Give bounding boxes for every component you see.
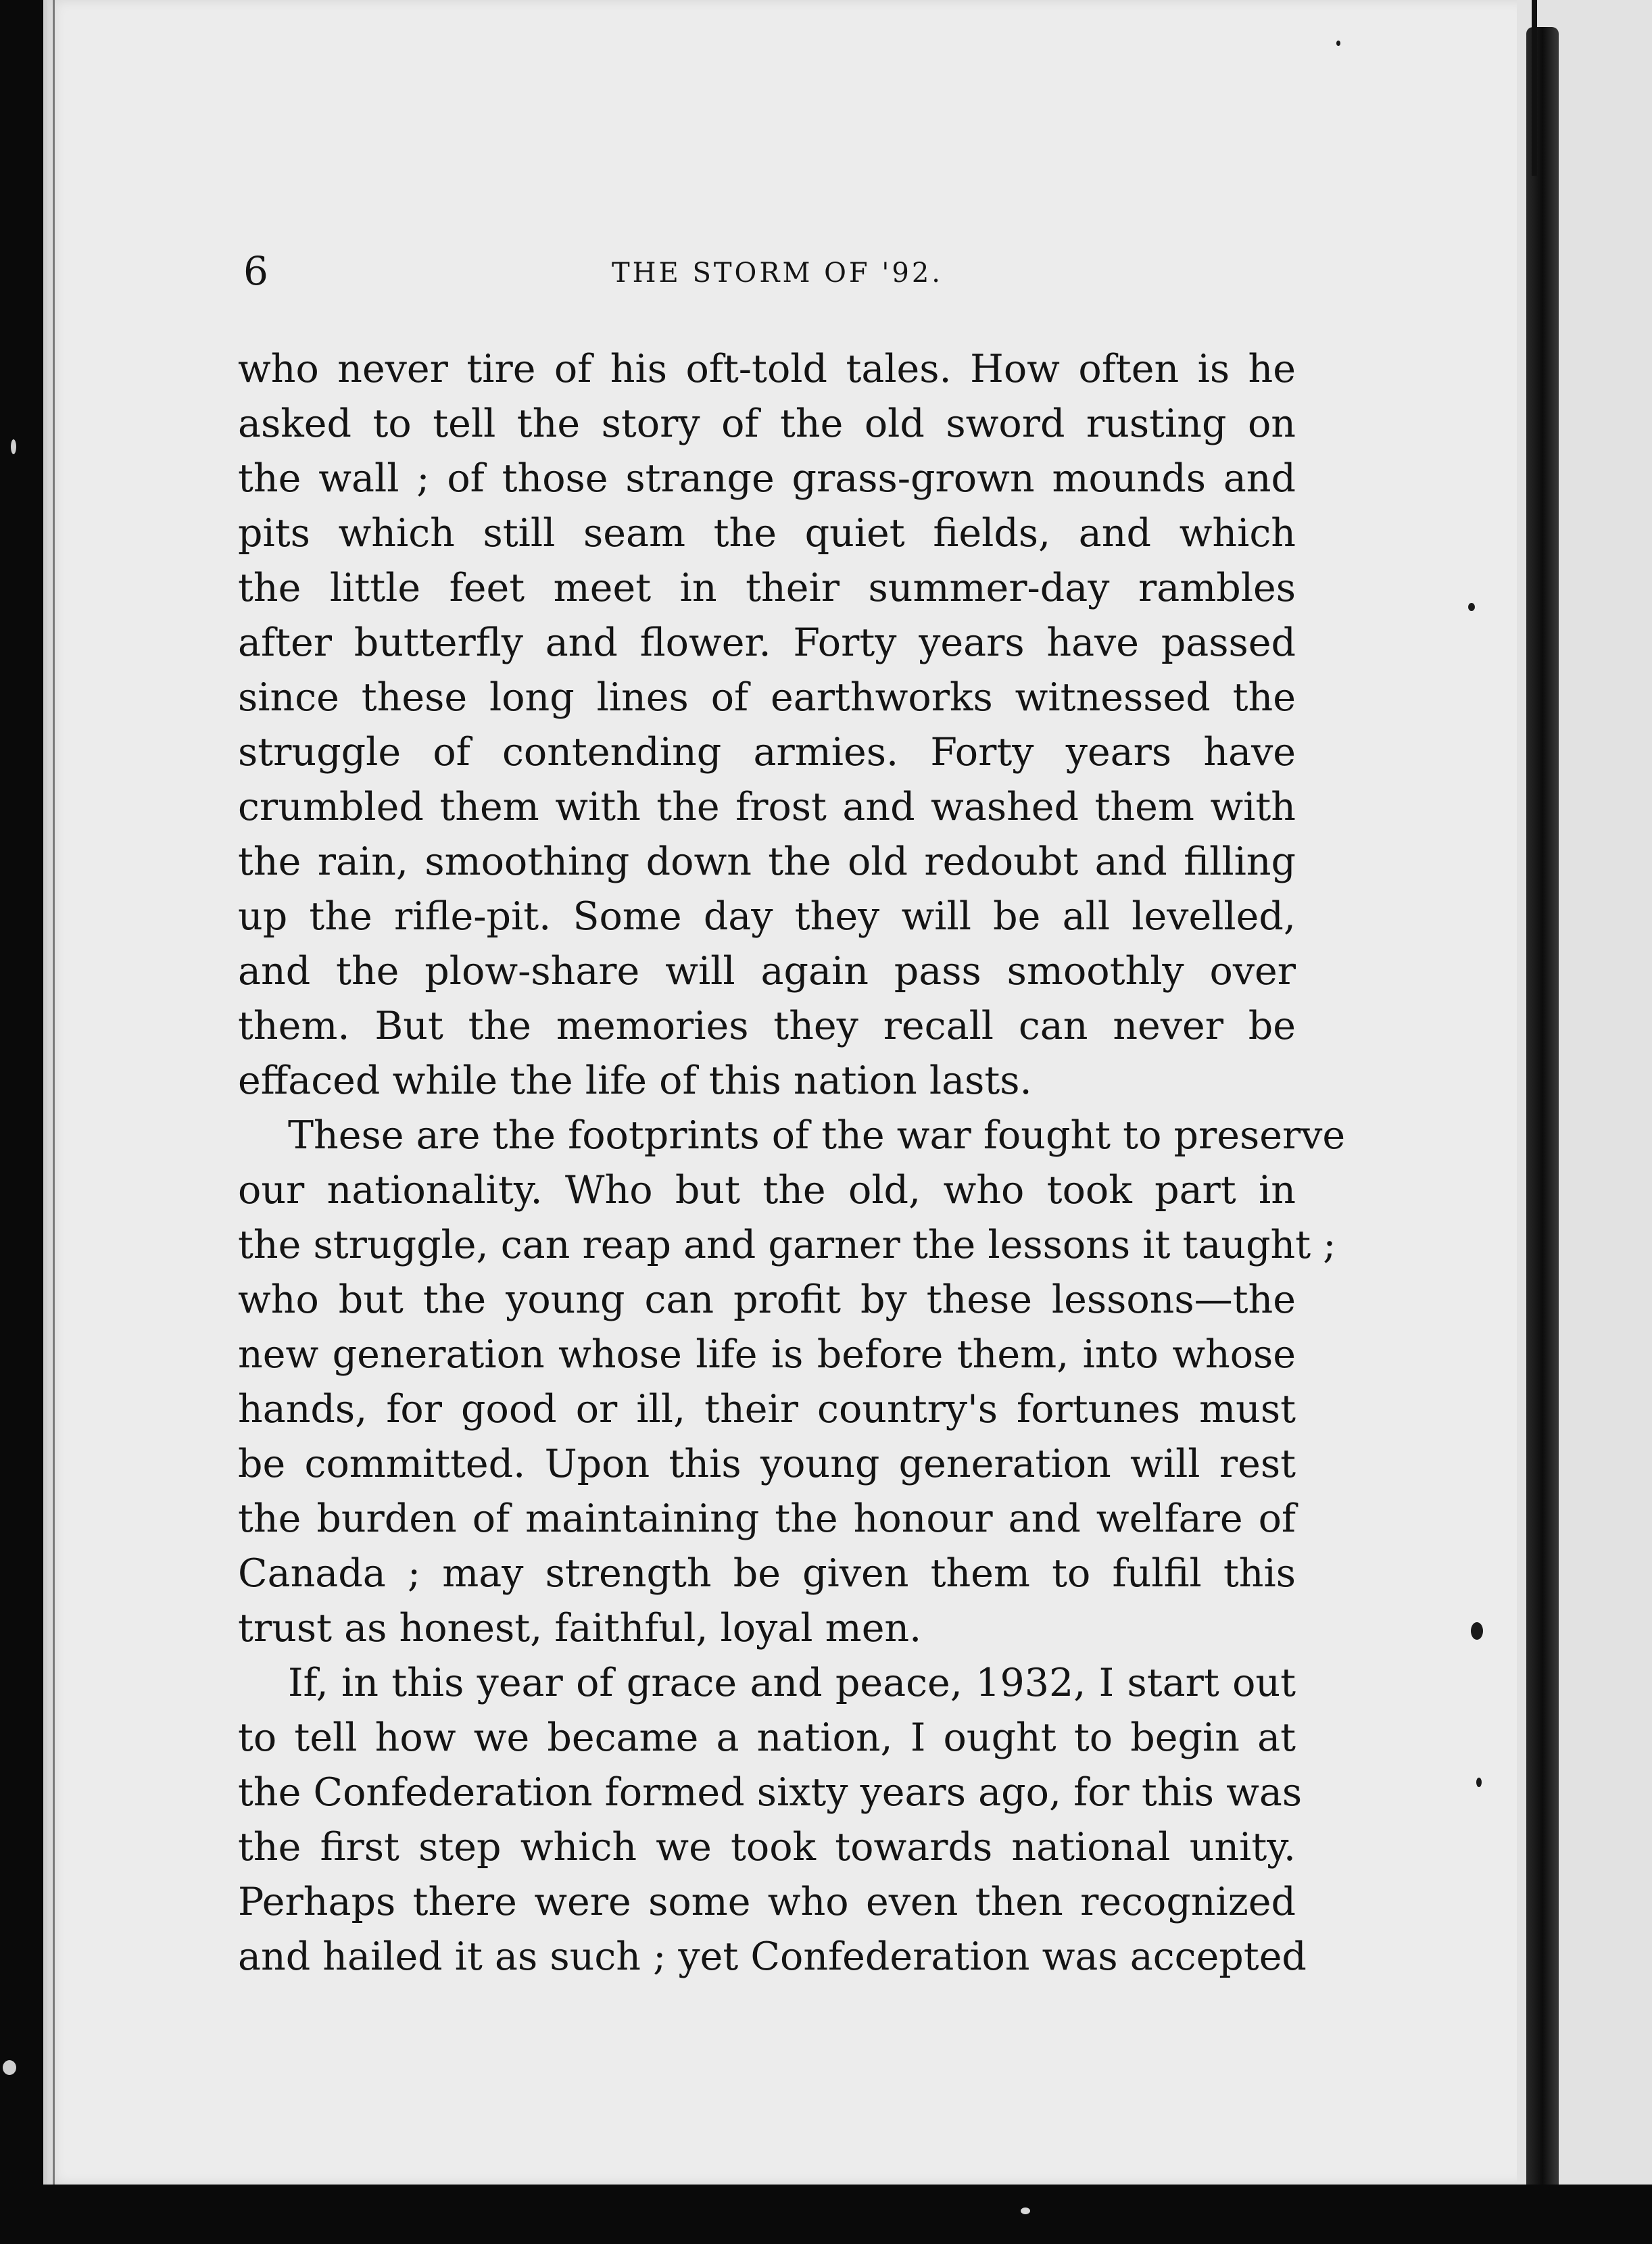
- paragraph: [238, 1656, 1307, 1984]
- text-line: be committed. Upon this young generation will rest: [238, 1442, 1296, 1486]
- text-line: who but the young can profit by these lessons—the: [238, 1277, 1296, 1322]
- scan-speck: [3, 2060, 16, 2075]
- text-line: the struggle, can reap and garner the lessons it taught ;: [238, 1223, 1336, 1267]
- binding-edge: [1532, 0, 1537, 176]
- text-line: Canada ; may strength be given them to fulfil this: [238, 1551, 1296, 1596]
- running-head: [243, 247, 1311, 295]
- scan-speck: [1021, 2208, 1030, 2214]
- text-line: and the plow-share will again pass smoothly over: [238, 949, 1296, 994]
- body-text: [238, 342, 1346, 1984]
- text-line: the first step which we took towards national unity.: [238, 1825, 1296, 1870]
- text-line: the rain, smoothing down the old redoubt and filling: [238, 839, 1296, 884]
- text-line: our nationality. Who but the old, who took part in: [238, 1168, 1296, 1213]
- text-line: If, in this year of grace and peace, 1932, I start out: [288, 1661, 1296, 1705]
- text-line: hands, for good or ill, their country's fortunes must: [238, 1387, 1296, 1432]
- text-line: the burden of maintaining the honour and welfare of: [238, 1496, 1296, 1541]
- text-line: These are the footprints of the war fought to preserve: [288, 1113, 1346, 1158]
- text-line: trust as honest, faithful, loyal men.: [238, 1606, 922, 1651]
- scan-speck: [1476, 1778, 1482, 1787]
- text-line: to tell how we became a nation, I ought to begin at: [238, 1715, 1296, 1760]
- text-line: effaced while the life of this nation lasts.: [238, 1058, 1032, 1103]
- text-line: new generation whose life is before them, into whose: [238, 1332, 1296, 1377]
- text-line: and hailed it as such ; yet Confederation was accepted: [238, 1934, 1307, 1979]
- text-line: the Confederation formed sixty years ago, for this was: [238, 1770, 1303, 1815]
- text-line: Perhaps there were some who even then recognized: [238, 1880, 1296, 1924]
- page-number: 6: [243, 248, 268, 294]
- text-line: crumbled them with the frost and washed them with: [238, 785, 1296, 829]
- text-line: struggle of contending armies. Forty years have: [238, 730, 1296, 775]
- scan-speck: [1468, 603, 1475, 611]
- text-line: up the rifle-pit. Some day they will be all levelled,: [238, 894, 1296, 939]
- scan-speck: [1471, 1622, 1483, 1640]
- text-line: them. But the memories they recall can never be: [238, 1004, 1296, 1048]
- text-line: pits which still seam the quiet fields, and which: [238, 511, 1296, 556]
- scan-speck: [11, 439, 16, 454]
- text-line: the little feet meet in their summer-day rambles: [238, 566, 1296, 610]
- binding-shadow: [1526, 27, 1559, 2210]
- scan-border-bottom: [0, 2185, 1652, 2244]
- page-edge-line: [53, 0, 55, 2185]
- running-title: THE STORM OF '92.: [611, 258, 943, 289]
- text-line: who never tire of his oft-told tales. How often is he: [238, 347, 1296, 391]
- paragraph: [238, 1108, 1346, 1656]
- text-line: since these long lines of earthworks witnessed the: [238, 675, 1296, 720]
- text-line: asked to tell the story of the old sword rusting on: [238, 401, 1296, 446]
- scan-speck: [1336, 41, 1340, 46]
- text-line: the wall ; of those strange grass-grown mounds and: [238, 456, 1296, 501]
- text-line: after butterfly and flower. Forty years have passed: [238, 620, 1296, 665]
- paragraph: [238, 342, 1296, 1108]
